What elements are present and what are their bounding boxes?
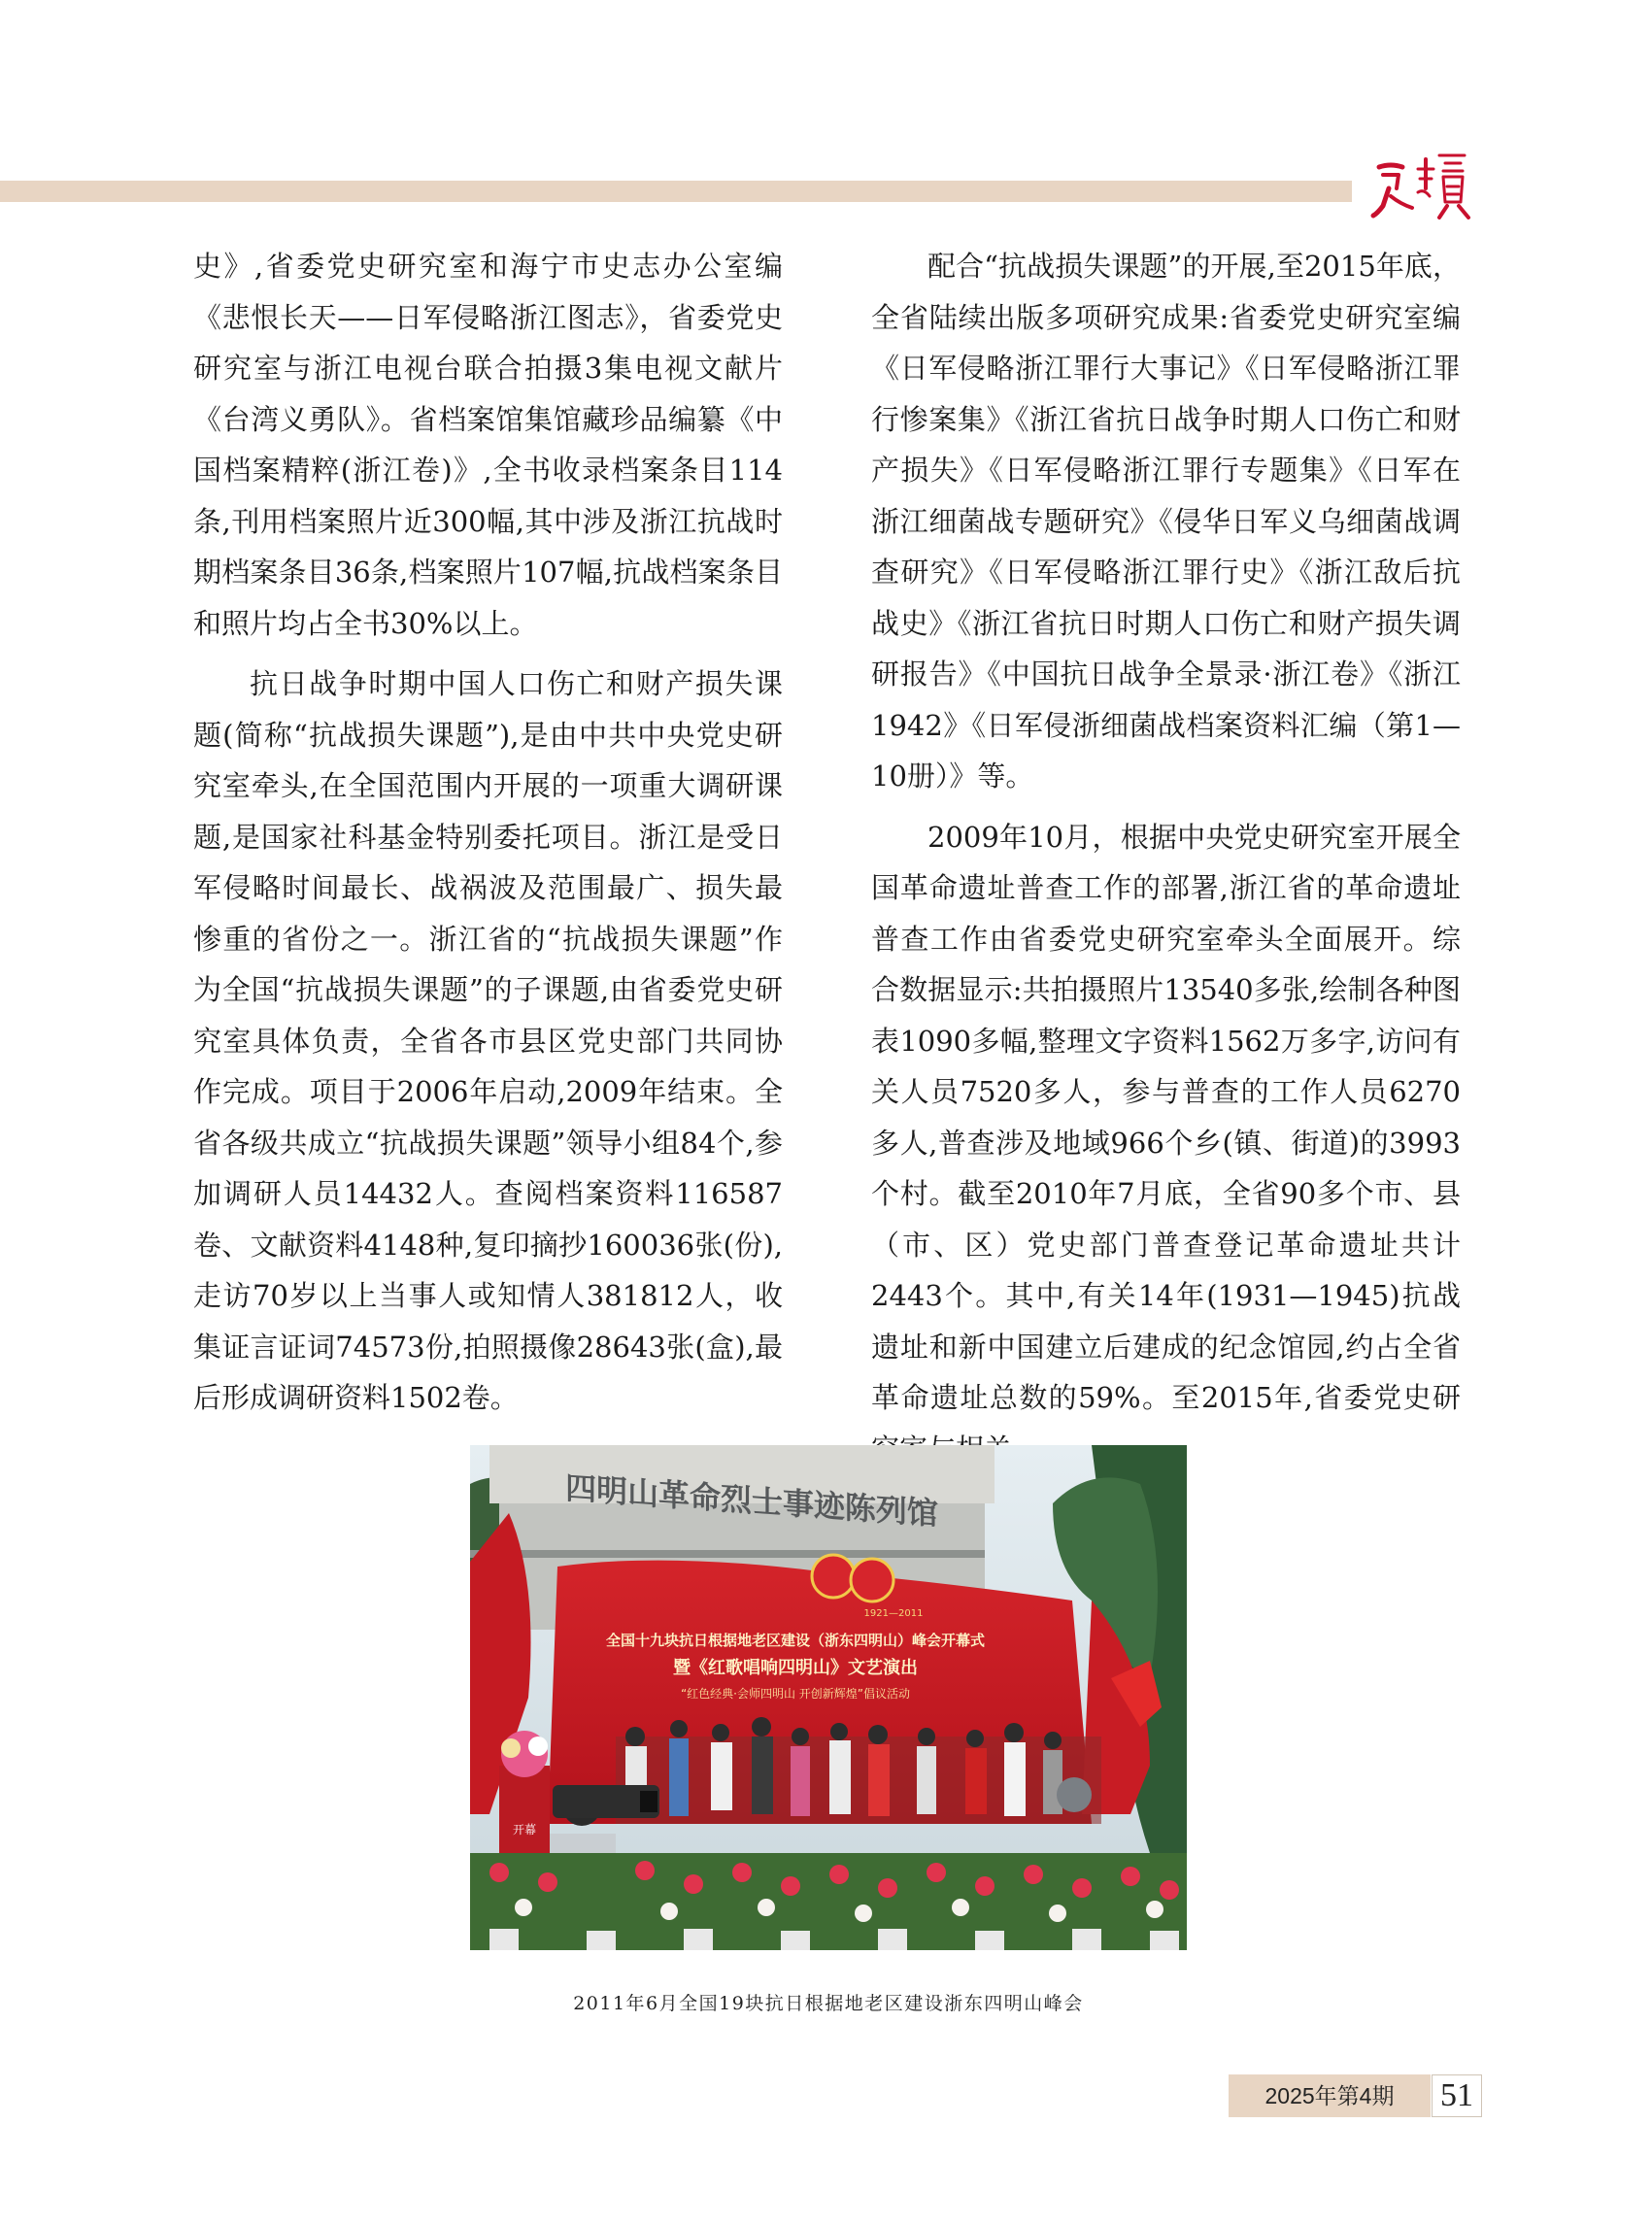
stage-anniversary-banner: 1921—2011 [863,1608,924,1619]
lectern-sign: 开幕 [512,1823,537,1837]
journal-logo [1369,146,1476,223]
body-paragraph: 抗日战争时期中国人口伤亡和财产损失课题(简称“抗战损失课题”),是由中共中央党史研究室牵头,在全国范围内开展的一项重大调研课题,是国家社科基金特别委托项目。浙江是受日军侵略时间最长、战祸波及范围最广、损失最惨重的省份之一。浙江省的“抗战损失课题”作为全国“抗战损失课题”的子课题,由省委党史研究室具体负责，全省各市县区党史部门共同协作完成。项目于2006年启动,2009年结束。全省各级共成立“抗战损失课题”领导小组84个,参加调研人员14432人。查阅档案资料116587卷、文献资料4148种,复印摘抄160036张(份),走访70岁以上当事人或知情人381812人，收集证言证词74573份,拍照摄像28643张(盒),最后形成调研资料1502卷。 [193,667,783,1414]
stage-title-line2: 暨《红歌唱响四明山》文艺演出 [673,1658,918,1678]
right-text-column [871,241,1461,1474]
building-sign: 四明山革命烈士事迹陈列馆 [565,1468,938,1533]
header-accent-bar [0,181,1352,202]
left-text-column [193,241,783,1424]
stage-title-line3: “红色经典·会师四明山 开创新辉煌”倡议活动 [680,1687,911,1701]
body-paragraph: 配合“抗战损失课题”的开展,至2015年底，全省陆续出版多项研究成果:省委党史研究室编《日军侵略浙江罪行大事记》《日军侵略浙江罪行惨案集》《浙江省抗日战争时期人口伤亡和财产损失》《日军侵略浙江罪行专题集》《日军在浙江细菌战专题研究》《侵华日军义乌细菌战调查研究》《日军侵略浙江罪行史》《浙江敌后抗战史》《浙江省抗日时期人口伤亡和财产损失调研报告》《中国抗日战争全景录·浙江卷》《浙江1942》《日军侵浙细菌战档案资料汇编（第1—10册）》等。 [871,250,1461,792]
photo-caption: 2011年6月全国19块抗日根据地老区建设浙东四明山峰会 [573,1993,1084,2014]
page-number: 51 [1432,2074,1482,2117]
flower-bed [470,1853,1187,1950]
issue-label: 2025年第4期 [1229,2074,1431,2117]
body-paragraph: 2009年10月，根据中央党史研究室开展全国革命遗址普查工作的部署,浙江省的革命遗址普查工作由省委党史研究室牵头全面展开。综合数据显示:共拍摄照片13540多张,绘制各种图表1090多幅,整理文字资料1562万多字,访问有关人员7520多人，参与普查的工作人员6270多人,普查涉及地域966个乡(镇、街道)的3993个村。截至2010年7月底，全省90多个市、县（市、区）党史部门普查登记革命遗址共计2443个。其中,有关14年(1931—1945)抗战遗址和新中国建立后建成的纪念馆园,约占全省革命遗址总数的59%。至2015年,省委党史研 [871,820,1461,1414]
stage-title-line1: 全国十九块抗日根据地老区建设（浙东四明山）峰会开幕式 [605,1632,986,1649]
event-photo [470,1445,1187,1950]
body-paragraph: 史》,省委党史研究室和海宁市史志办公室编《悲恨长天——日军侵略浙江图志》，省委党史研究室与浙江电视台联合拍摄3集电视文献片《台湾义勇队》。省档案馆集馆藏珍品编纂《中国档案精粹(浙江卷)》,全书收录档案条目114条,刊用档案照片近300幅,其中涉及浙江抗战时期档案条目36条,档案照片107幅,抗战档案条目和照片均占全书30%以上。 [193,250,783,640]
